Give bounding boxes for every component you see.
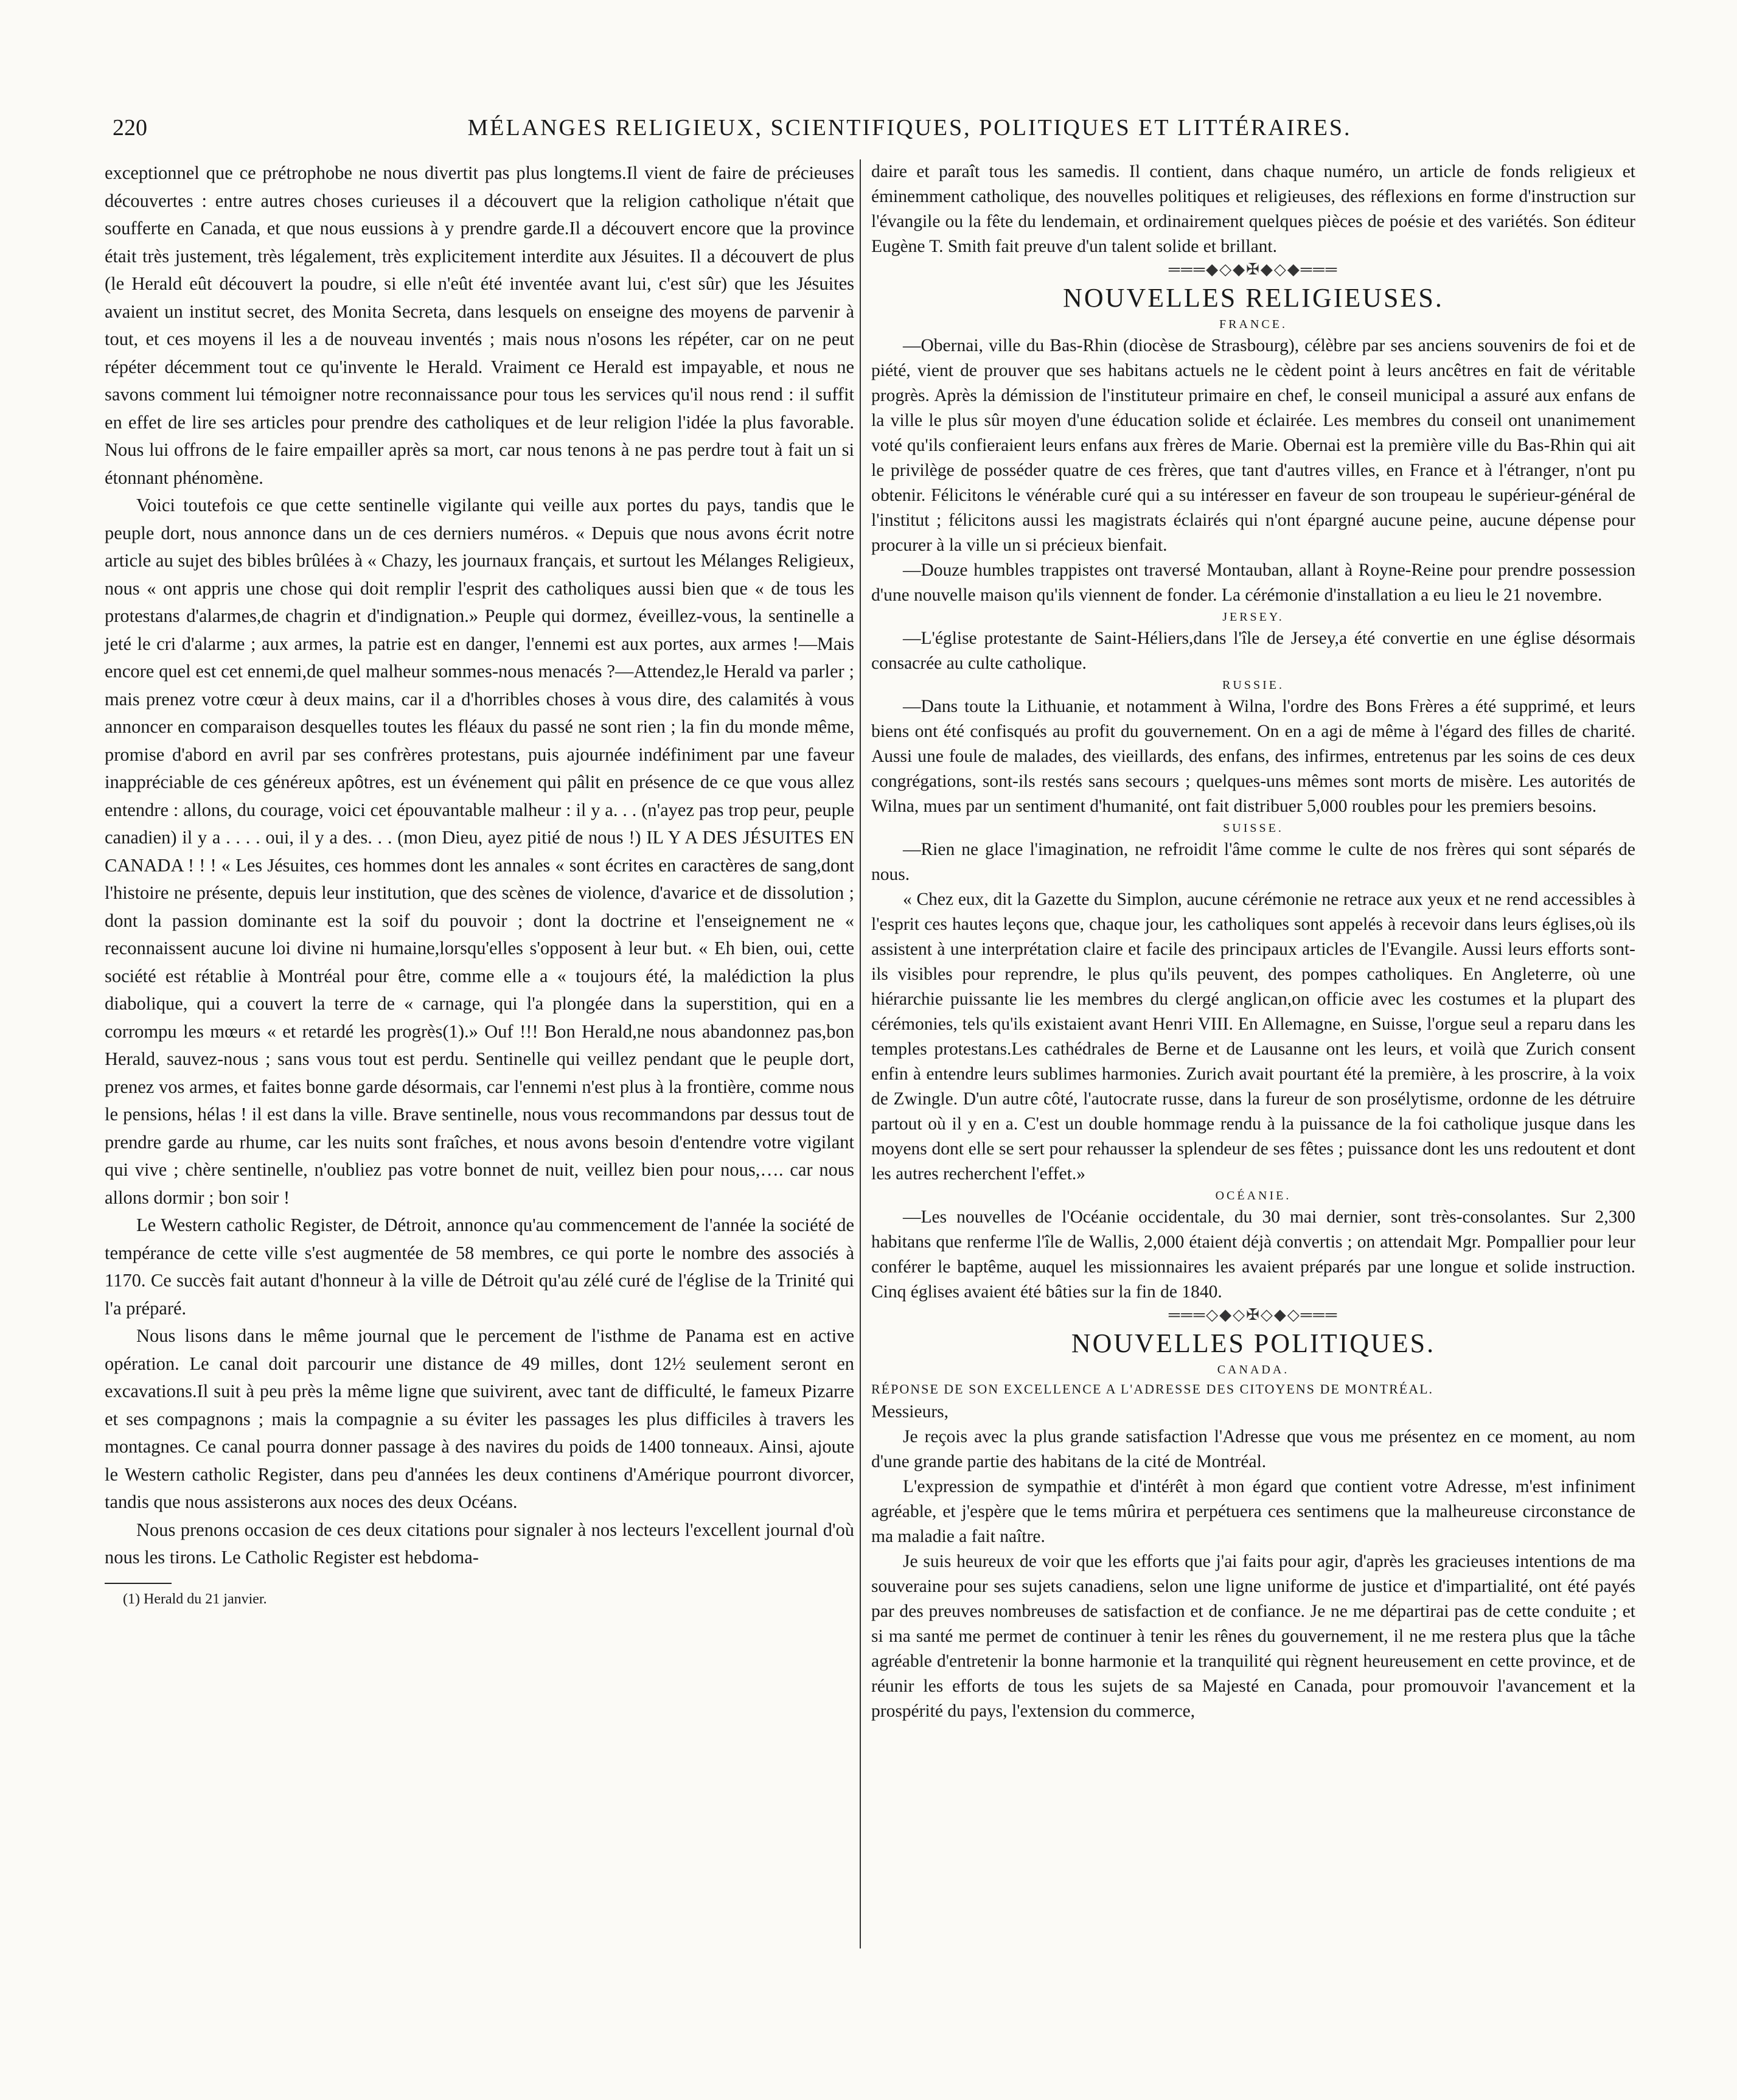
section-title-religieuses: NOUVELLES RELIGIEUSES. bbox=[1063, 283, 1444, 313]
article-paragraph: Le Western catholic Register, de Détroit, annonce qu'au commencement de l'année la société de tempérance de cette ville s'est augmentée de 58 membres, ce qui porte le nombre des associés à 1170. Ce succès fait autant d'honneur à la ville de Détroit qu'au zélé curé de l'église de la Trinité qui l'a préparé. bbox=[105, 1215, 854, 1319]
news-item: —Dans toute la Lithuanie, et notamment à Wilna, l'ordre des Bons Frères a été supprimé, et leurs biens ont été confisqués au profit du gouvernement. On en a agi de même à l'égard des filles de charité. Aussi une foule de malades, des vieillards, des enfans, des infirmes, entretenus par les soins de ces deux congrégations, sont-ils restés sans secours ; quelques-uns mêmes sont morts de misère. Les autorités de Wilna, mues par un sentiment d'humanité, ont fait distribuer 5,000 roubles pour les premiers besoins. bbox=[871, 697, 1635, 816]
right-column bbox=[871, 159, 1635, 1724]
news-item: —Rien ne glace l'imagination, ne refroidit l'âme comme le culte de nos frères qui sont séparés de nous. bbox=[871, 840, 1635, 884]
article-paragraph: daire et paraît tous les samedis. Il contient, dans chaque numéro, un article de fonds religieux et éminemment catholique, des nouvelles politiques et religieuses, des réflexions en forme d'instruction sur l'évangile ou la fête du lendemain, et ordinairement quelques pièces de poésie et des variétés. Son éditeur Eugène T. Smith fait preuve d'un talent solide et brillant. bbox=[871, 162, 1635, 256]
news-item: —Douze humbles trappistes ont traversé Montauban, allant à Royne-Reine pour prendre possession d'une nouvelle maison qu'ils viennent de fonder. La cérémonie d'installation a eu lieu le 21 novembre. bbox=[871, 560, 1635, 605]
article-paragraph: exceptionnel que ce prétrophobe ne nous divertit pas plus longtems.Il vient de faire de précieuses découvertes : entre autres choses curieuses il a découvert que la religion catholique n'était que soufferte en Canada, et que nous eussions à y prendre garde.Il a découvert encore que la province était très justement, très légalement, très explicitement interdite aux Jésuites. Il a découvert de plus (le Herald eût découvert la poudre, si elle n'eût été inventée avant lui, c'est sûr) que les Jésuites avaient un institut secret, des Monita Secreta, dans lesquels on enseigne des moyens de parvenir à tout, et ces moyens il les a de nouveau inventés ; mais nous n'osons les répéter, car on ne peut répéter décemment tout ce qu'invente le Herald. Vraiment ce Herald est impayable, et nous ne savons comment lui témoigner notre reconnaissance pour tous les services qu'il nous rend : il suffit en effet de lire ses articles pour prendre des catholiques et de leur religion l'idée la plus favorable. Nous lui offrons de le faire empailler après sa mort, car nous tenons à ne pas perdre tout à fait un si étonnant phénomène. bbox=[105, 162, 854, 488]
news-item: « Chez eux, dit la Gazette du Simplon, aucune cérémonie ne retrace aux yeux et ne rend accessibles à l'esprit ces hautes leçons que, chaque jour, les catholiques sont appelés à recevoir dans leurs églises,où ils assistent à une interprétation claire et facile des principaux articles de l'Evangile. Aussi leurs efforts sont-ils visibles pour reprendre, le plus qu'ils peuvent, des pompes catholiques. En Angleterre, où une hiérarchie puissante lie les membres du clergé anglican,on officie avec les costumes et la plupart des cérémonies, tels qu'ils existaient avant Henri VIII. En Allemagne, en Suisse, l'orgue seul a reparu dans les temples protestans.Les cathédrales de Berne et de Lausanne ont les leurs, et voilà que Zurich consent enfin à entendre leurs sublimes harmonies. Zurich avait pourtant été la première, à les proscrire, à la voix de Zwingle. D'un autre côté, l'autocrate russe, dans la fureur de son prosélytisme, ordonne de les détruire partout où il y en a. C'est un double hommage rendu à la puissance de la foi catholique jusque dans les moyens dont elle se sert pour rehausser la splendeur de ses fêtes ; puissance dont les uns redoutent et dont les autres recherchent l'effet.» bbox=[871, 890, 1635, 1184]
news-item: Je suis heureux de voir que les efforts que j'ai faits pour agir, d'après les gracieuses intentions de ma souveraine pour ses sujets canadiens, selon une ligne uniforme de justice et d'impartialité, ont été payés par des preuves nombreuses de satisfaction et de confiance. Je ne me départirai pas de cette conduite ; et si ma santé me permet de continuer à tenir les rênes du gouvernement, il ne me restera plus que la tâche agréable d'entretenir la bonne harmonie et la tranquilité qui règnent heureusement en cette province, et de réunir les efforts de tous les sujets de sa Majesté en Canada, pour promouvoir l'avancement et la prospérité du pays, l'extension du commerce, bbox=[871, 1552, 1635, 1721]
ornament-divider: ═══◆◇◆✠◆◇◆═══ bbox=[1168, 260, 1338, 278]
news-item: —Obernai, ville du Bas-Rhin (diocèse de Strasbourg), célèbre par ses anciens souvenirs de foi et de piété, vient de prouver que ses habitans actuels ne le cèdent point à leurs ancêtres en fait de véritable progrès. Après la démission de l'instituteur primaire en chef, le conseil municipal a assuré aux enfans de la ville le plus sûr moyen d'une éducation solide et éclairée. Les membres du conseil ont unanimement voté qu'ils confieraient leurs enfans aux frères de Marie. Obernai est la première ville du Bas-Rhin qui ait le privilège de posséder quatre de ces frères, que tant d'autres villes, en France et à l'étranger, n'ont pu obtenir. Félicitons le vénérable curé qui a su intéresser en faveur de son troupeau le supérieur-général de l'institut ; félicitons aussi les magistrats éclairés qui n'ont épargné aucune peine, aucune dépense pour procurer à la ville un si précieux bienfait. bbox=[871, 336, 1635, 555]
country-heading: OCÉANIE. bbox=[1215, 1189, 1292, 1202]
ornament-divider: ═══◇◆◇✠◇◆◇═══ bbox=[1168, 1306, 1338, 1324]
salutation: Messieurs, bbox=[871, 1402, 949, 1422]
country-heading: CANADA. bbox=[1217, 1363, 1290, 1376]
footnote: (1) Herald du 21 janvier. bbox=[123, 1591, 267, 1607]
country-heading: FRANCE. bbox=[1219, 318, 1287, 331]
country-heading: RUSSIE. bbox=[1222, 678, 1284, 692]
news-item: L'expression de sympathie et d'intérêt à mon égard que contient votre Adresse, m'est infiniment agréable, et j'espère que le tems mûrira et perpétuera ces sentimens que la malheureuse circonstance de ma maladie a fait naître. bbox=[871, 1477, 1635, 1546]
column-divider bbox=[860, 159, 861, 1948]
article-paragraph: Voici toutefois ce que cette sentinelle vigilante qui veille aux portes du pays, tandis que le peuple dort, nous annonce dans un de ces derniers numéros. « Depuis que nous avons écrit notre article au sujet des bibles brûlées à « Chazy, les journaux français, et surtout les Mélanges Religieux, nous « ont appris une chose qui doit remplir l'esprit des catholiques aussi bien que « de tous les protestans d'alarmes,de chagrin et d'indignation.» Peuple qui dormez, éveillez-vous, la sentinelle a jeté le cri d'alarme ; aux armes, la patrie est en danger, l'ennemi est aux portes, aux armes !—Mais encore quel est cet ennemi,de quel malheur sommes-nous menacés ?—Attendez,le Herald va parler ; mais prenez votre cœur à deux mains, car il a d'horribles choses à vous dire, des calamités à vous annoncer en comparaison desquelles toutes les fléaux du passé ne sont rien ; la fin du monde même, promise d'abord en avril par ses confrères protestans, puis ajournée indéfiniment par une faveur inappréciable de ces généreux apôtres, est un événement qui pâlit en présence de ce que vous allez entendre : allons, du courage, voici cet épouvantable malheur : il y a. . . (n'ayez pas trop peur, peuple canadien) il y a . . . . oui, il y a des. . . (mon Dieu, ayez pitié de nous !) IL Y A DES JÉSUITES EN CANADA ! ! ! « Les Jésuites, ces hommes dont les annales « sont écrites en caractères de sang,dont l'histoire ne présente, depuis leur institution, que des scènes de violence, d'avarice et de dissolution ; dont la passion dominante est la soif du pouvoir ; dont la doctrine et l'enseignement ne « reconnaissent aucune loi divine ni humaine,lorsqu'elles s'opposent à leur but. « Eh bien, oui, cette société est rétablie à Montréal pour être, comme elle a « toujours été, la malédiction la plus diabolique, qui a couvert la terre de « carnage, qui l'a plongée dans la superstition, qui en a corrompu les mœurs « et retardé les progrès(1).» Ouf !!! Bon Herald,ne nous abandonnez pas,bon Herald, sauvez-nous ; sans vous tout est perdu. Sentinelle qui veillez pendant que le peuple dort, prenez vos armes, et faites bonne garde désormais, car l'ennemi n'est plus à la frontière, comme nous le pensions, hélas ! il est dans la ville. Brave sentinelle, nous vous recommandons par dessus tout de prendre garde au rhume, car les nuits sont fraîches, et nous avons besoin d'entendre votre vigilant qui vive ; chère sentinelle, n'oubliez pas votre bonnet de nuit, veillez bien pour nous,…. car nous allons dormir ; bon soir ! bbox=[105, 495, 854, 1208]
running-head bbox=[113, 114, 1634, 151]
left-column bbox=[105, 159, 854, 1610]
article-paragraph: Nous prenons occasion de ces deux citations pour signaler à nos lecteurs l'excellent journal d'où nous les tirons. Le Catholic Register est hebdoma- bbox=[105, 1519, 854, 1568]
news-item: Je reçois avec la plus grande satisfaction l'Adresse que vous me présentez en ce moment, au nom d'une grande partie des habitans de la cité de Montréal. bbox=[871, 1427, 1635, 1471]
running-title: MÉLANGES RELIGIEUX, SCIENTIFIQUES, POLITIQUES ET LITTÉRAIRES. bbox=[467, 115, 1352, 141]
news-item: —Les nouvelles de l'Océanie occidentale, du 30 mai dernier, sont très-consolantes. Sur 2,300 habitans que renferme l'île de Wallis, 2,000 étaient déjà convertis ; on attendait Mgr. Pompallier pour leur conférer le baptême, auquel les missionnaires les avaient préparés par une longue et solide instruction. Cinq églises avaient été bâties sur la fin de 1840. bbox=[871, 1207, 1635, 1302]
country-heading: JERSEY. bbox=[1222, 610, 1284, 624]
news-item: —L'église protestante de Saint-Héliers,dans l'île de Jersey,a été convertie en une église désormais consacrée au culte catholique. bbox=[871, 629, 1635, 673]
footnote-rule bbox=[105, 1583, 172, 1584]
article-paragraph: Nous lisons dans le même journal que le percement de l'isthme de Panama est en active opération. Le canal doit parcourir une distance de 49 milles, dont 12½ seulement seront en excavations.Il suit à peu près la même ligne que suivirent, avec tant de difficulté, le fameux Pizarre et ses compagnons ; mais la compagnie a su éviter les passages les plus difficiles à travers les montagnes. Ce canal pourra donner passage à des navires du poids de 1400 tonneaux. Ainsi, ajoute le Western catholic Register, dans peu d'années les deux continens d'Amérique pourront divorcer, tandis que nous assisterons aux noces des deux Océans. bbox=[105, 1325, 854, 1512]
reply-title: RÉPONSE DE SON EXCELLENCE A L'ADRESSE DES CITOYENS DE MONTRÉAL. bbox=[871, 1381, 1434, 1397]
country-heading: SUISSE. bbox=[1223, 822, 1284, 835]
page-number: 220 bbox=[113, 115, 147, 141]
section-title-politiques: NOUVELLES POLITIQUES. bbox=[1071, 1328, 1436, 1358]
